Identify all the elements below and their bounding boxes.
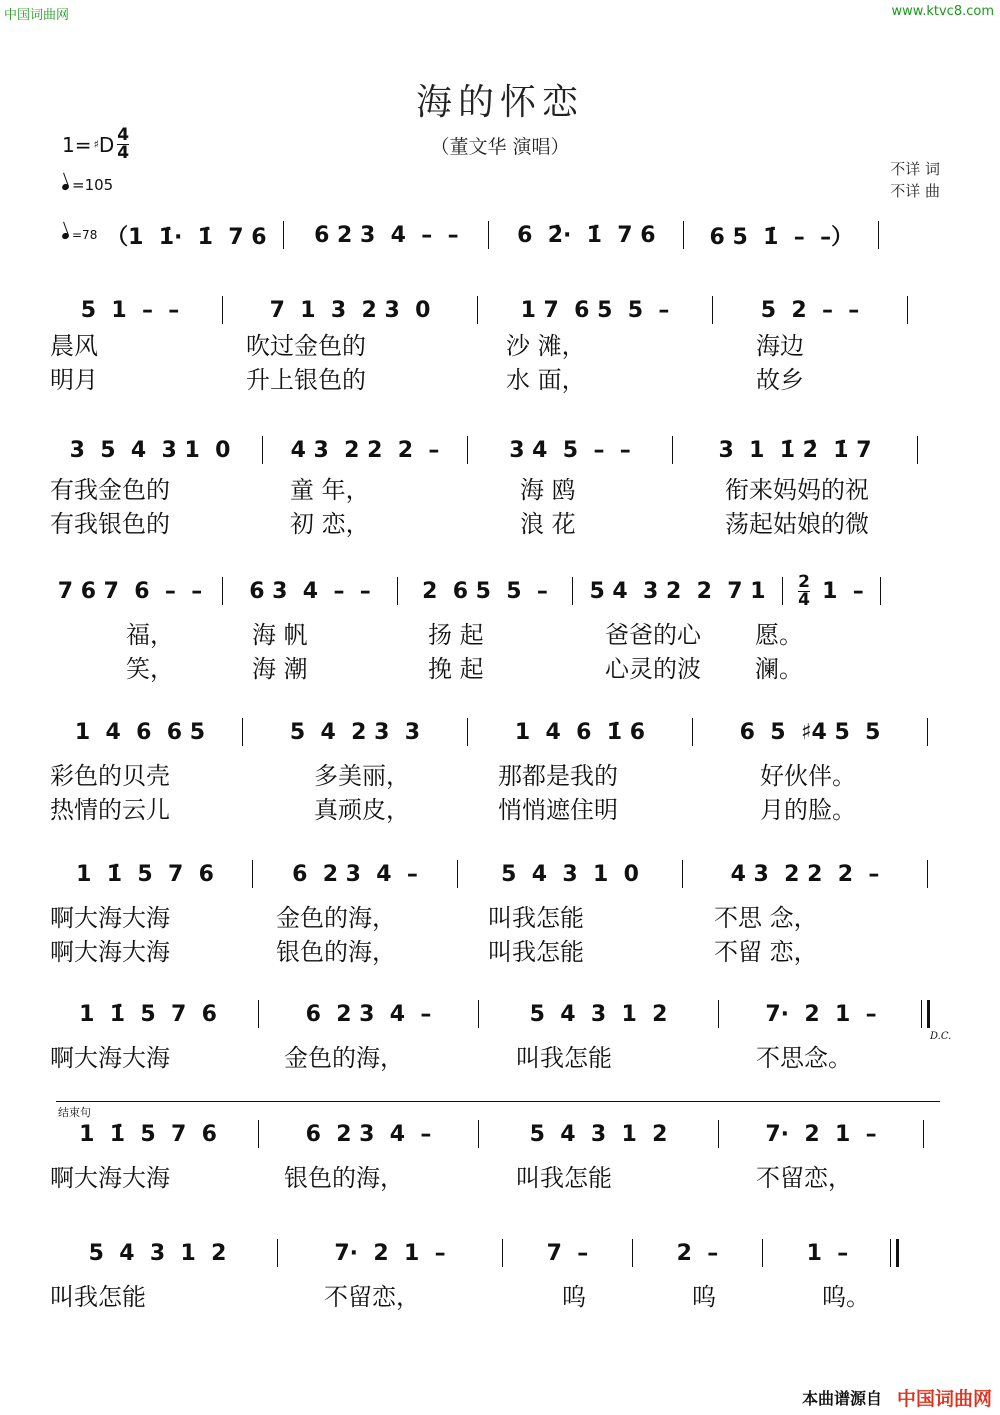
lyric: 海 鸥 — [520, 476, 576, 504]
lyric: 初 恋， — [290, 510, 370, 538]
measure: 2 – — [676, 1240, 719, 1266]
system-notes — [50, 433, 950, 467]
measure: 1 1̇ 5 7 6 — [76, 861, 214, 887]
measure: 7 1 3 2 3 0 — [269, 297, 431, 323]
measure: （1 1̇· 1̇ 7 6 — [106, 224, 267, 250]
repeat-barline — [921, 1000, 930, 1028]
music-system — [50, 997, 950, 1075]
lyric: 叫我怎能 — [516, 1164, 612, 1192]
time-bottom: 4 — [798, 589, 810, 610]
lyric: 叫我怎能 — [50, 1283, 146, 1311]
system-notes — [50, 571, 950, 610]
music-system — [50, 571, 950, 686]
lyric: 荡起姑娘的微 — [725, 510, 869, 538]
measure: 5 1 – – — [80, 297, 180, 323]
measure: 1 1̇ 5 7 6 — [79, 1121, 217, 1147]
lyric: 有我金色的 — [50, 476, 170, 504]
measure: 5 4 3 1 2 — [88, 1240, 227, 1266]
lyric: 澜。 — [755, 655, 803, 683]
lyric: 叫我怎能 — [516, 1044, 612, 1072]
lyric: 呜 — [692, 1283, 716, 1311]
measure: 7· 2 1 – — [765, 1001, 877, 1027]
lyric: 故乡 — [756, 366, 804, 394]
lyric: 啊大海大海 — [50, 1164, 170, 1192]
lyric: 童 年， — [290, 476, 370, 504]
lyrics-verse-1 — [50, 618, 950, 652]
measure: 6 2 3 4 – — [292, 861, 418, 887]
measure: 1 4 6 6 5 — [74, 719, 206, 745]
lyrics-verse-2 — [50, 507, 950, 541]
lyrics-verse-2 — [50, 793, 950, 827]
dc-marking: D.C. — [930, 1031, 952, 1042]
singer-credit: （董文华 演唱） — [430, 136, 570, 158]
measure: 6 2 3 4 – – — [314, 222, 459, 248]
measure: 4 3 2 2 2 – — [730, 861, 880, 887]
measure: 3 1 1̇ 2̇ 1̇ 7 — [718, 437, 872, 463]
measure: 6 2̇· 1̇ 7 6 — [517, 222, 656, 248]
music-system — [50, 715, 950, 827]
final-barline — [890, 1239, 899, 1267]
measure: 6 5 ♯4 5 5 — [739, 719, 881, 745]
lyric: 不留恋， — [756, 1164, 852, 1192]
measure: 5 4 3 2 2 7 1 — [589, 578, 766, 604]
lyric: 扬 起 — [428, 621, 484, 649]
measure: 6 2 3 4 – — [305, 1121, 432, 1147]
lyric: 叫我怎能 — [488, 938, 584, 966]
lyric: 呜 — [562, 1283, 586, 1311]
lyric: 浪 花 — [520, 510, 576, 538]
lyrics-verse-1 — [50, 1161, 950, 1195]
time-top: 2 — [798, 571, 810, 592]
lyric: 真顽皮， — [314, 796, 410, 824]
measure: 7· 2 1 – — [765, 1121, 877, 1147]
key-accidental: ♯ — [93, 138, 99, 151]
lyric: 衔来妈妈的祝 — [725, 476, 869, 504]
tempo-value: =105 — [72, 176, 114, 194]
lyricist-credit: 不详 词 — [890, 160, 940, 178]
measure: 7· 2 1 – — [334, 1240, 446, 1266]
music-system — [50, 433, 950, 541]
lyric: 热情的云儿 — [50, 796, 170, 824]
lyric: 爸爸的心 — [605, 621, 701, 649]
lyric: 叫我怎能 — [488, 904, 584, 932]
lyric: 明月 — [50, 366, 98, 394]
time-top: 4 — [117, 125, 130, 145]
measure: 5 4 3 1 0 — [501, 861, 639, 887]
site-url-right: www.ktvc8.com — [891, 4, 994, 19]
music-system — [50, 1117, 950, 1195]
tempo-marking — [62, 176, 113, 194]
key-note: D — [98, 132, 115, 157]
lyric: 心灵的波 — [605, 655, 701, 683]
lyric: 银色的海， — [276, 938, 396, 966]
measure: 5 4 3 1 2 — [529, 1001, 668, 1027]
system-notes — [50, 997, 950, 1031]
ending-marker: 结束句 — [58, 1106, 91, 1119]
lyric: 升上银色的 — [246, 366, 366, 394]
lyrics-verse-1 — [50, 1041, 950, 1075]
quarter-note-icon — [61, 232, 70, 240]
lyric: 晨风 — [50, 332, 98, 360]
lyric: 多美丽， — [314, 762, 410, 790]
measure: 1 – — [822, 578, 864, 604]
lyric: 彩色的贝壳 — [50, 762, 170, 790]
system-notes — [50, 715, 950, 749]
intro-tempo: =78 — [62, 228, 97, 242]
measure: 2 6 5 5 – — [422, 578, 548, 604]
lyric: 啊大海大海 — [50, 1044, 170, 1072]
music-system — [50, 857, 950, 969]
measure: 7 6 7 6 – – — [57, 578, 203, 604]
key-label: 1= — [62, 132, 92, 157]
lyric: 银色的海， — [284, 1164, 404, 1192]
music-system — [50, 293, 950, 397]
lyrics-verse-1 — [50, 329, 950, 363]
key-signature — [62, 127, 129, 162]
footer-source-label: 本曲谱源自 — [801, 1389, 882, 1408]
intro-notes — [62, 218, 952, 252]
lyric: 笑， — [126, 655, 174, 683]
lyric: 呜。 — [822, 1283, 870, 1311]
footer-brand: 中国词曲网 — [896, 1388, 992, 1410]
song-title: 海的怀恋 — [415, 82, 584, 123]
lyric: 啊大海大海 — [50, 904, 170, 932]
time-bottom: 4 — [117, 143, 130, 163]
lyrics-verse-1 — [50, 901, 950, 935]
time-change — [798, 571, 810, 610]
lyric: 金色的海， — [284, 1044, 404, 1072]
measure: 6 3 4 – – — [249, 578, 371, 604]
measure: 3 5 4 3 1 0 — [69, 437, 231, 463]
lyric: 金色的海， — [276, 904, 396, 932]
music-system — [50, 1236, 950, 1314]
measure: 5 4 2 3 3 — [289, 719, 421, 745]
lyrics-verse-1 — [50, 1280, 950, 1314]
lyrics-verse-1 — [50, 473, 950, 507]
lyric: 不留 恋， — [714, 938, 818, 966]
quarter-note-icon — [61, 183, 70, 191]
lyric: 水 面， — [506, 366, 586, 394]
measure: 1 – — [806, 1240, 849, 1266]
lyrics-verse-1 — [50, 759, 950, 793]
lyric: 愿。 — [755, 621, 803, 649]
lyric: 有我银色的 — [50, 510, 170, 538]
system-notes — [50, 1117, 950, 1151]
site-name-left: 中国词曲网 — [4, 8, 70, 23]
lyric: 不思念。 — [756, 1044, 852, 1072]
lyrics-verse-2 — [50, 935, 950, 969]
system-notes — [50, 293, 950, 327]
system-notes — [50, 1236, 950, 1270]
lyric: 挽 起 — [428, 655, 484, 683]
measure: 5 4 3 1 2 — [529, 1121, 668, 1147]
ending-bracket-line — [56, 1101, 940, 1102]
lyric: 悄悄遮住明 — [498, 796, 618, 824]
lyric: 海 潮 — [252, 655, 308, 683]
lyric: 不留恋， — [324, 1283, 420, 1311]
lyric: 沙 滩， — [506, 332, 586, 360]
measure: 1 4 6 1̇ 6 — [514, 719, 646, 745]
intro-system — [62, 218, 952, 252]
composer-credit: 不详 曲 — [890, 182, 940, 200]
lyric: 福， — [126, 621, 174, 649]
measure: 7 – — [546, 1240, 589, 1266]
measure: 6 5 1̇ – –） — [709, 224, 854, 250]
system-notes — [50, 857, 950, 891]
lyric: 那都是我的 — [498, 762, 618, 790]
lyric: 海边 — [756, 332, 804, 360]
measure: 1 7 6 5 5 – — [520, 297, 670, 323]
lyric: 好伙伴。 — [760, 762, 856, 790]
lyric: 啊大海大海 — [50, 938, 170, 966]
lyric: 吹过金色的 — [246, 332, 366, 360]
lyric: 海 帆 — [252, 621, 308, 649]
measure: 4 3 2 2 2 – — [290, 437, 440, 463]
measure: 1 1̇ 5 7 6 — [79, 1001, 217, 1027]
lyrics-verse-2 — [50, 363, 950, 397]
measure: 6 2 3 4 – — [305, 1001, 432, 1027]
time-signature — [117, 127, 129, 162]
lyric: 不思 念， — [714, 904, 818, 932]
lyrics-verse-2 — [50, 652, 950, 686]
lyric: 月的脸。 — [760, 796, 856, 824]
measure: 3 4 5 – – — [509, 437, 631, 463]
measure: 5 2 – – — [760, 297, 860, 323]
